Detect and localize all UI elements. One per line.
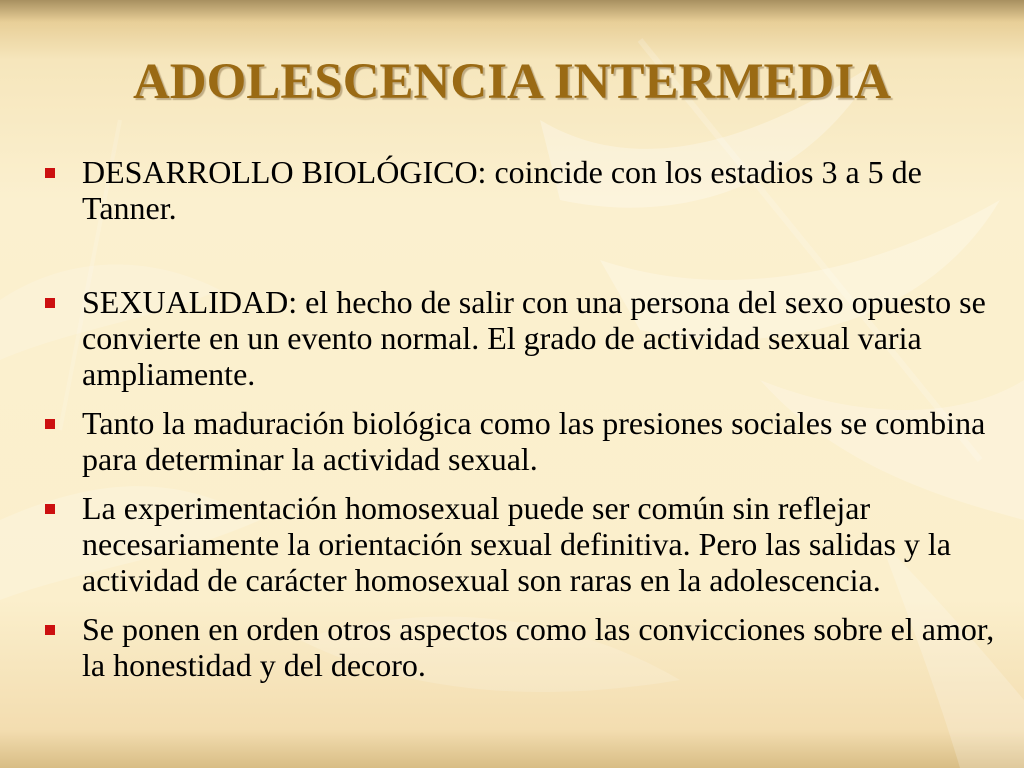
bullet-list <box>40 154 1000 683</box>
square-bullet-icon <box>45 419 55 429</box>
bullet-text: SEXUALIDAD: el hecho de salir con una persona del sexo opuesto se convierte en un evento normal. El grado de actividad sexual varia ampliamente. <box>82 284 986 392</box>
square-bullet-icon <box>45 625 55 635</box>
bullet-text: Se ponen en orden otros aspectos como las convicciones sobre el amor, la honestidad y del decoro. <box>82 611 995 683</box>
bullet-text: La experimentación homosexual puede ser común sin reflejar necesariamente la orientación sexual definitiva. Pero las salidas y la actividad de carácter homosexual son raras en la adolescencia. <box>82 490 951 598</box>
list-item <box>40 284 1000 392</box>
list-item <box>40 405 1000 477</box>
square-bullet-icon <box>45 168 55 178</box>
slide-title: ADOLESCENCIA INTERMEDIA <box>132 54 892 110</box>
square-bullet-icon <box>45 298 55 308</box>
list-item <box>40 490 1000 598</box>
square-bullet-icon <box>45 504 55 514</box>
list-item <box>40 154 1000 226</box>
bullet-text: DESARROLLO BIOLÓGICO: coincide con los estadios 3 a 5 de Tanner. <box>82 154 922 226</box>
list-item <box>40 611 1000 683</box>
bullet-text: Tanto la maduración biológica como las presiones sociales se combina para determinar la actividad sexual. <box>82 405 986 477</box>
